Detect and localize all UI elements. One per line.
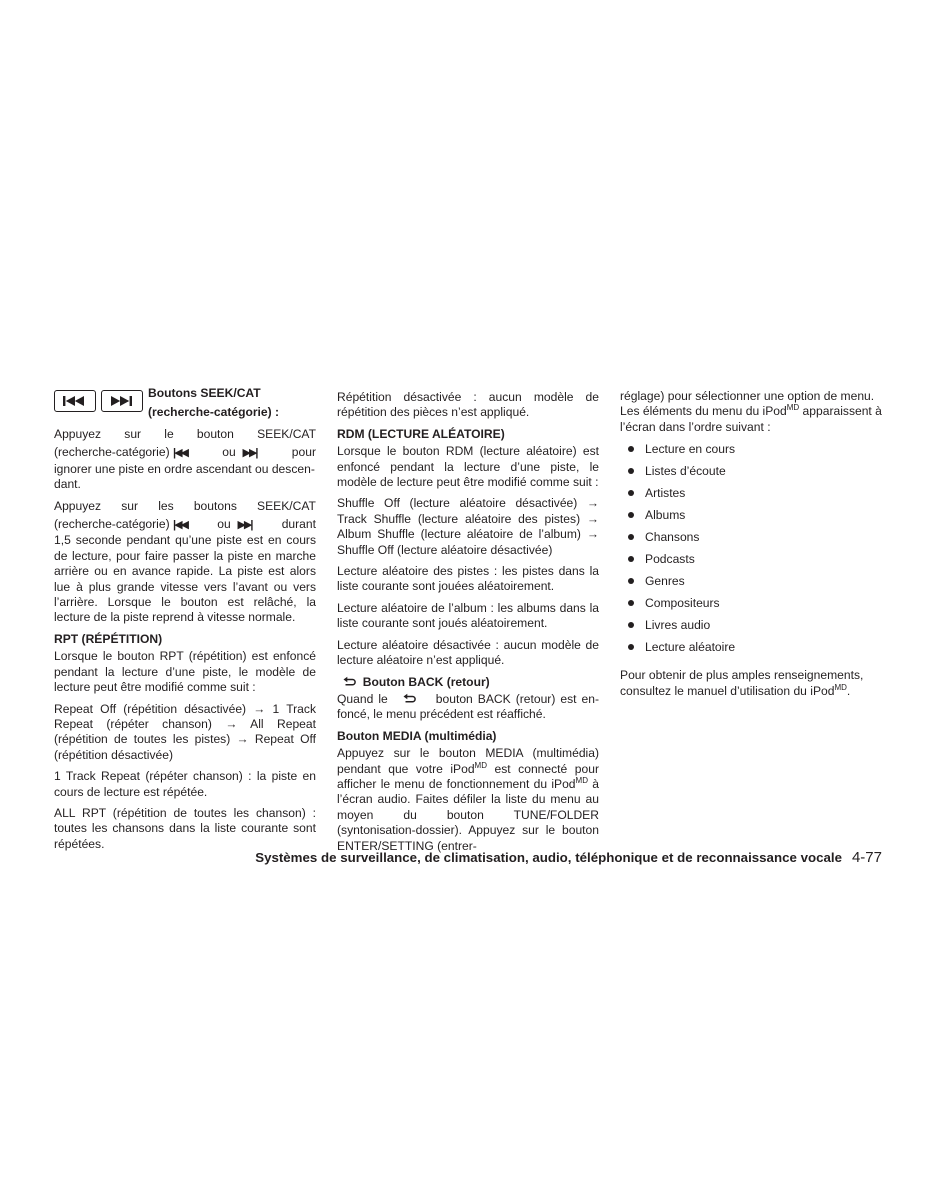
text: (recherche-catégorie) bbox=[54, 517, 170, 532]
justified-line bbox=[54, 445, 316, 461]
justified-line bbox=[54, 517, 316, 533]
text: Quand le bbox=[337, 691, 388, 706]
justified-line bbox=[54, 499, 316, 514]
trademark-sup: MD bbox=[834, 682, 847, 692]
text: à l’écran audio. Faites défiler la liste du menu au moyen du bouton TUNE/FOLDER (syntonisation-dossier). Appuyez sur le bouton ENTER/SETTING (entrer- bbox=[337, 776, 599, 853]
seek-cat-heading-line1: Boutons SEEK/CAT bbox=[148, 386, 261, 400]
text: est connecté pour afficher le menu de fonctionnement du iPod bbox=[337, 761, 599, 791]
media-heading: Bouton MEDIA (multimédia) bbox=[337, 728, 497, 743]
text: ou bbox=[217, 517, 231, 532]
back-paragraph bbox=[337, 692, 599, 723]
word: sur bbox=[124, 427, 142, 441]
justified-line bbox=[54, 427, 316, 442]
seek-paragraph-1-rest: ignorer une piste en ordre ascendant ou descen-dant. bbox=[54, 461, 315, 492]
word: sur bbox=[121, 498, 139, 513]
back-heading-text: Bouton BACK (retour) bbox=[362, 674, 490, 689]
list-item: Lecture aléatoire bbox=[620, 640, 882, 662]
page-footer bbox=[230, 850, 882, 866]
section-title: Systèmes de surveillance, de climatisation, audio, téléphonique et de reconnaissance vocale bbox=[255, 850, 842, 865]
list-item: Livres audio bbox=[620, 618, 882, 640]
rpt-paragraph-3: 1 Track Repeat (répéter chanson) : la piste en cours de lecture est répétée. bbox=[54, 769, 316, 799]
list-item: Compositeurs bbox=[620, 596, 882, 618]
list-item: Listes d’écoute bbox=[620, 464, 882, 486]
column-3 bbox=[620, 389, 882, 705]
rdm-heading: RDM (LECTURE ALÉATOIRE) bbox=[337, 426, 505, 441]
word: le bbox=[164, 427, 174, 441]
text: bouton BACK (retour) est en-foncé, le menu précédent est réaffiché. bbox=[337, 691, 599, 722]
seek-paragraph-2 bbox=[54, 499, 316, 626]
seek-forward-button-icon bbox=[101, 390, 143, 412]
menu-outro-paragraph bbox=[620, 668, 882, 699]
media-paragraph bbox=[337, 746, 599, 854]
text: Pour obtenir de plus amples renseignements, consultez le manuel d’utilisation du iPod bbox=[620, 668, 864, 698]
text: durant bbox=[281, 517, 316, 532]
list-item: Artistes bbox=[620, 486, 882, 508]
word: bouton bbox=[196, 427, 234, 441]
trademark-sup: MD bbox=[786, 403, 800, 413]
column-2 bbox=[337, 390, 599, 860]
seek-cat-heading-line2: (recherche-catégorie) : bbox=[148, 405, 280, 419]
seek-cat-header bbox=[54, 386, 316, 422]
rpt-paragraph-4: ALL RPT (répétition de toutes les chanson) : toutes les chansons dans la liste courante sont répétées. bbox=[54, 805, 316, 851]
back-heading bbox=[343, 675, 599, 690]
rdm-paragraph-2: Shuffle Off (lecture aléatoire désactivée) → Track Shuffle (lecture aléatoire des pistes) → Album Shuffle (lecture aléatoire de l’album) → Shuffle Off (lecture aléatoire désactivée) bbox=[337, 496, 599, 557]
seek-back-icon: |◀◀ bbox=[173, 447, 187, 460]
back-arrow-icon bbox=[343, 676, 356, 687]
menu-intro-paragraph bbox=[620, 389, 882, 435]
rpt-heading: RPT (RÉPÉTITION) bbox=[54, 631, 163, 646]
text: (recherche-catégorie) bbox=[54, 445, 170, 460]
text: pour bbox=[291, 445, 316, 460]
word: SEEK/CAT bbox=[257, 427, 316, 441]
seek-paragraph-1 bbox=[54, 427, 316, 493]
seek-back-icon: |◀◀ bbox=[173, 519, 187, 532]
seek-paragraph-2-rest: 1,5 seconde pendant qu’une piste est en cours de lecture, pour faire passer la piste en marche arrière ou en avance rapide. La piste est alors lue à plus grande vitesse vers l’avant ou vers l’arrière. Lorsque le bouton est relâché, la lecture de la piste reprend à vitesse normale. bbox=[54, 533, 316, 625]
list-item: Albums bbox=[620, 508, 882, 530]
rdm-paragraph-4: Lecture aléatoire de l’album : les albums dans la liste courante sont joués aléatoirement. bbox=[337, 600, 599, 631]
word: Appuyez bbox=[54, 427, 102, 441]
repeat-off-paragraph: Répétition désactivée : aucun modèle de répétition des pièces n’est appliqué. bbox=[337, 390, 599, 420]
trademark-sup: MD bbox=[474, 760, 487, 770]
text: réglage) pour sélectionner une option de menu. Les éléments du menu du iPod bbox=[620, 389, 875, 419]
back-arrow-icon bbox=[403, 693, 416, 704]
seek-back-button-icon bbox=[54, 390, 96, 412]
word: boutons bbox=[193, 498, 237, 513]
list-item: Podcasts bbox=[620, 552, 882, 574]
word: Appuyez bbox=[54, 498, 102, 513]
seek-cat-heading bbox=[148, 384, 279, 422]
text: Appuyez sur le bouton MEDIA (multimédia) pendant que votre iPod bbox=[337, 746, 599, 776]
word: les bbox=[158, 498, 174, 513]
rpt-paragraph-1: Lorsque le bouton RPT (répétition) est enfoncé pendant la lecture d’une piste, le modèle de lecture peut être modifié comme suit : bbox=[54, 649, 316, 695]
rdm-paragraph-3: Lecture aléatoire des pistes : les pistes dans la liste courante sont jouées aléatoirement. bbox=[337, 564, 599, 594]
page-number: 4-77 bbox=[851, 849, 882, 866]
seek-forward-icon: ▶▶| bbox=[242, 447, 257, 460]
text: . bbox=[846, 683, 851, 698]
word: SEEK/CAT bbox=[257, 498, 316, 513]
rdm-paragraph-5: Lecture aléatoire désactivée : aucun modèle de lecture aléatoire n’est appliqué. bbox=[337, 637, 599, 668]
rpt-paragraph-2: Repeat Off (répétition désactivée) → 1 Track Repeat (répéter chanson) → All Repeat (répétition de toutes les pistes) → Repeat Off (répétition désactivée) bbox=[54, 701, 316, 762]
trademark-sup: MD bbox=[575, 775, 588, 785]
column-1 bbox=[54, 386, 316, 858]
text: ou bbox=[222, 445, 236, 460]
ipod-menu-list bbox=[620, 442, 882, 662]
text: apparaissent à l’écran dans l’ordre suivant : bbox=[620, 404, 882, 434]
list-item: Lecture en cours bbox=[620, 442, 882, 464]
list-item: Chansons bbox=[620, 530, 882, 552]
rdm-paragraph-1: Lorsque le bouton RDM (lecture aléatoire) est enfoncé pendant la lecture d’une piste, le modèle de lecture peut être modifié comme suit : bbox=[337, 444, 599, 490]
list-item: Genres bbox=[620, 574, 882, 596]
seek-forward-icon: ▶▶| bbox=[237, 519, 252, 532]
